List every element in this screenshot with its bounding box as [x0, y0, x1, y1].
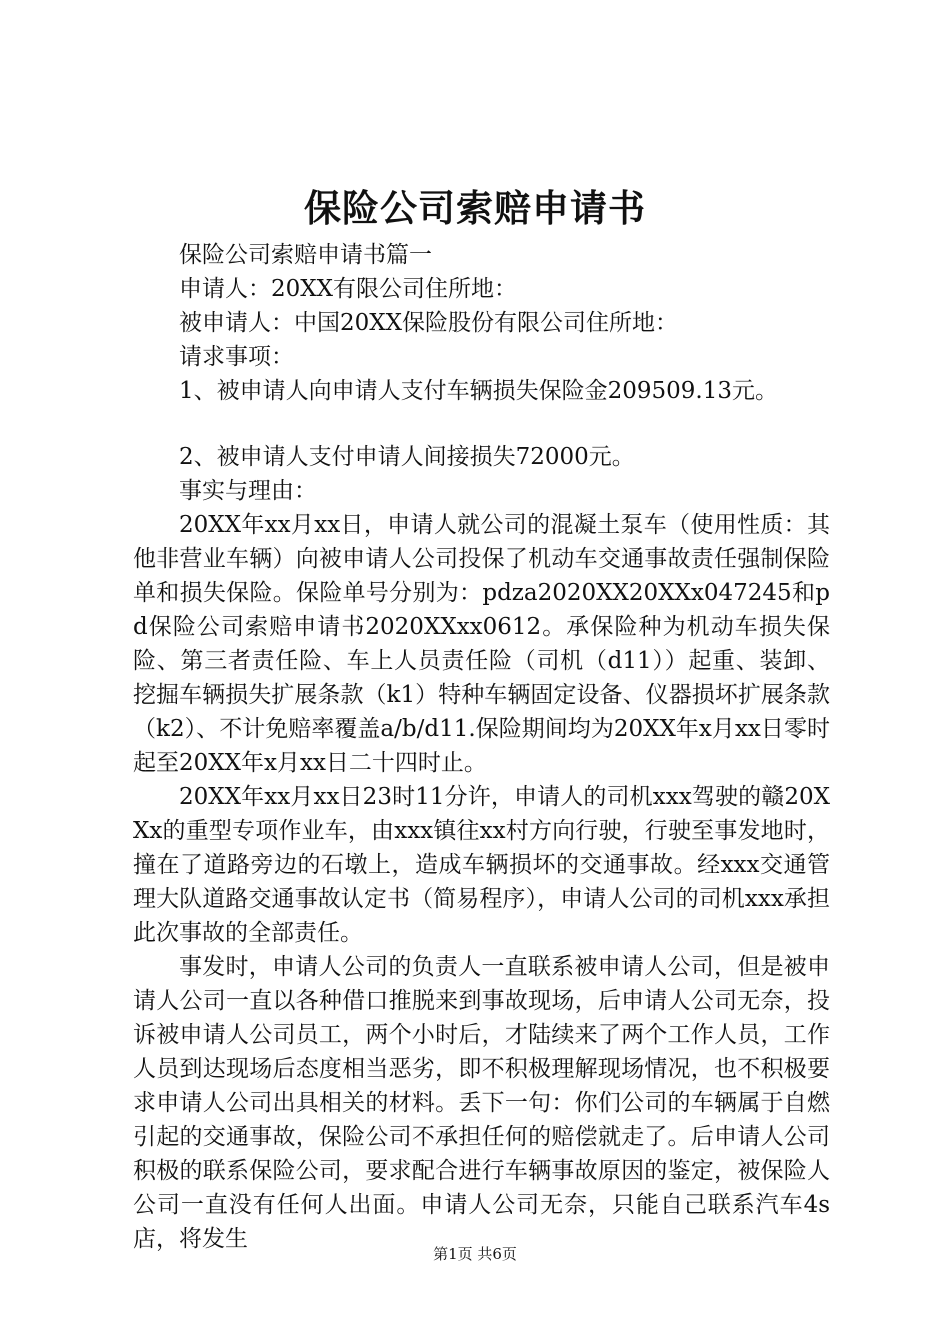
facts-paragraph-1: 20XX年xx月xx日，申请人就公司的混凝土泵车（使用性质：其他非营业车辆）向被申请人公司投保了机动车交通事故责任强制保险单和损失保险。保险单号分别为：pdza2020XX20XXx047245和pd保险公司索赔申请书2020XXxx0612。承保险种为机动车损失保险、第三者责任险、车上人员责任险（司机（d11））起重、装卸、挖掘车辆损失扩展条款（k1）特种车辆固定设备、仪器损坏扩展条款（k2）、不计免赔率覆盖a/b/d11.保险期间均为20XX年x月xx日零时起至20XX年x月xx日二十四时止。 [133, 512, 830, 776]
facts-paragraph-2: 20XX年xx月xx日23时11分许，申请人的司机xxx驾驶的赣20XXx的重型专项作业车，由xxx镇往xx村方向行驶，行驶至事发地时，撞在了道路旁边的石墩上，造成车辆损坏的交通事故。经xxx交通管理大队道路交通事故认定书（简易程序），申请人公司的司机xxx承担此次事故的全部责任。 [133, 784, 830, 946]
claim-item-2: 2、被申请人支付申请人间接损失72000元。 [179, 444, 635, 470]
document-title: 保险公司索赔申请书 [304, 186, 646, 230]
respondent-line: 被申请人：中国20XX保险股份有限公司住所地： [179, 310, 679, 336]
claim-item-1: 1、被申请人向申请人支付车辆损失保险金209509.13元。 [179, 378, 779, 404]
claims-heading: 请求事项： [179, 344, 294, 370]
facts-heading: 事实与理由： [179, 478, 317, 504]
page-number-footer: 第1页 共6页 [433, 1245, 517, 1263]
facts-paragraph-3: 事发时，申请人公司的负责人一直联系被申请人公司，但是被申请人公司一直以各种借口推脱来到事故现场，后申请人公司无奈，投诉被申请人公司员工，两个小时后，才陆续来了两个工作人员，工作人员到达现场后态度相当恶劣，即不积极理解现场情况，也不积极要求申请人公司出具相关的材料。丢下一句：你们公司的车辆属于自燃引起的交通事故，保险公司不承担任何的赔偿就走了。后申请人公司积极的联系保险公司，要求配合进行车辆事故原因的鉴定，被保险人公司一直没有任何人出面。申请人公司无奈，只能自己联系汽车4s店，将发生 [133, 954, 830, 1252]
section-heading: 保险公司索赔申请书篇一 [179, 242, 432, 268]
applicant-line: 申请人：20XX有限公司住所地： [179, 276, 518, 302]
document-body [133, 238, 830, 1256]
